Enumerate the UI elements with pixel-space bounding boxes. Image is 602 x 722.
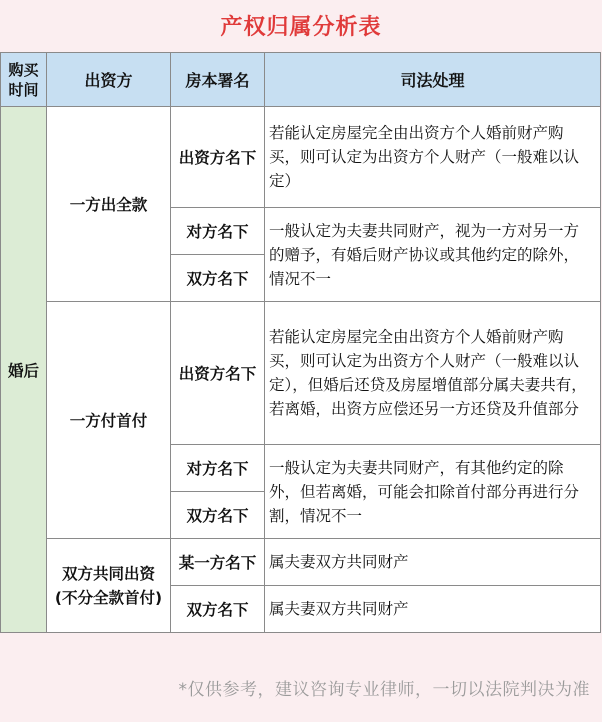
header-owner: 房本署名 (171, 53, 265, 107)
judgment-cell: 一般认定为夫妻共同财产，有其他约定的除外，但若离婚，可能会扣除首付部分再进行分割，情况不一 (265, 445, 601, 539)
payer-note: (不分全款首付) (54, 588, 163, 607)
judgment-cell: 属夫妻双方共同财产 (265, 539, 601, 586)
owner-cell: 双方名下 (171, 255, 265, 302)
header-row (1, 53, 601, 107)
header-judgment: 司法处理 (265, 53, 601, 107)
owner-cell: 双方名下 (171, 586, 265, 633)
table-row (1, 302, 601, 445)
payer-cell (47, 539, 171, 633)
owner-cell: 对方名下 (171, 445, 265, 492)
property-ownership-table (0, 52, 601, 633)
owner-cell: 对方名下 (171, 208, 265, 255)
time-cell: 婚后 (1, 107, 47, 633)
disclaimer-footnote: *仅供参考，建议咨询专业律师，一切以法院判决为准 (178, 680, 590, 700)
judgment-cell: 若能认定房屋完全由出资方个人婚前财产购买，则可认定为出资方个人财产（一般难以认定），但婚后还贷及房屋增值部分属夫妻共有，若离婚，出资方应偿还另一方还贷及升值部分 (265, 302, 601, 445)
table-row (1, 107, 601, 208)
payer-label: 双方共同出资 (61, 564, 155, 583)
owner-cell: 出资方名下 (171, 107, 265, 208)
owner-cell: 双方名下 (171, 492, 265, 539)
owner-cell: 某一方名下 (171, 539, 265, 586)
judgment-cell: 属夫妻双方共同财产 (265, 586, 601, 633)
header-payer: 出资方 (47, 53, 171, 107)
payer-cell: 一方出全款 (47, 107, 171, 302)
page-title: 产权归属分析表 (220, 15, 382, 40)
owner-cell: 出资方名下 (171, 302, 265, 445)
payer-cell: 一方付首付 (47, 302, 171, 539)
judgment-cell: 若能认定房屋完全由出资方个人婚前财产购买，则可认定为出资方个人财产（一般难以认定） (265, 107, 601, 208)
header-time: 购买时间 (1, 53, 47, 107)
judgment-cell: 一般认定为夫妻共同财产，视为一方对另一方的赠予，有婚后财产协议或其他约定的除外，情况不一 (265, 208, 601, 302)
table-row (1, 539, 601, 586)
